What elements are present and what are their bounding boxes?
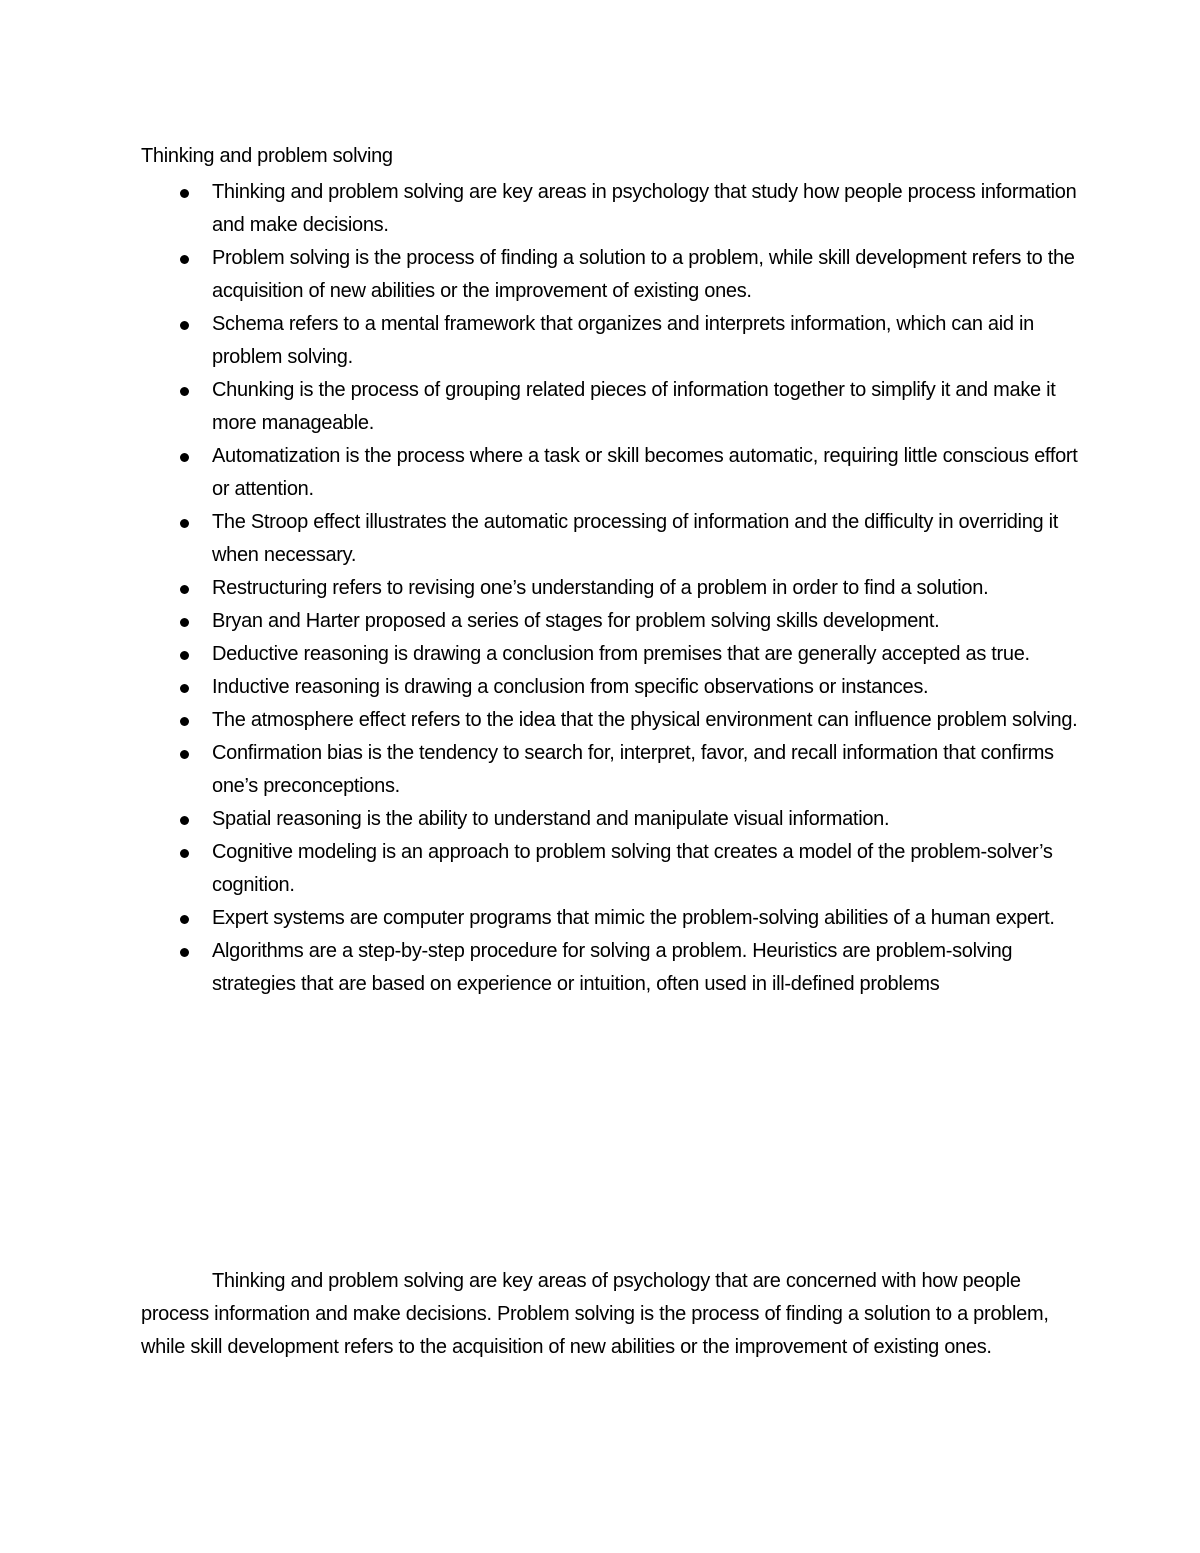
bullet-text: Problem solving is the process of finding a solution to a problem, while skill development refers to the acquisition of new abilities or the improvement of existing ones. [212,247,1075,302]
bullet-text: Expert systems are computer programs that mimic the problem-solving abilities of a human expert. [212,907,1055,929]
bullet-text: The atmosphere effect refers to the idea that the physical environment can influence problem solving. [212,709,1078,731]
bullet-dot-icon [180,255,189,264]
bullet-item [141,572,1081,605]
bullet-text: The Stroop effect illustrates the automatic processing of information and the difficulty in overriding it when necessary. [212,511,1059,566]
bullet-text: Restructuring refers to revising one’s understanding of a problem in order to find a solution. [212,577,989,599]
bullet-text: Spatial reasoning is the ability to understand and manipulate visual information. [212,808,890,830]
bullet-dot-icon [180,684,189,693]
bullet-dot-icon [180,387,189,396]
bullet-item [141,737,1081,803]
bullet-dot-icon [180,717,189,726]
bullet-dot-icon [180,189,189,198]
bullet-text: Bryan and Harter proposed a series of stages for problem solving skills development. [212,610,940,632]
bullet-text: Algorithms are a step-by-step procedure for solving a problem. Heuristics are problem-solving strategies that are based on experience or intuition, often used in ill-defined problems [212,940,1013,995]
bullet-text: Thinking and problem solving are key areas in psychology that study how people process information and make decisions. [212,181,1077,236]
bullet-item [141,176,1081,242]
bullet-dot-icon [180,519,189,528]
bullet-item [141,803,1081,836]
bullet-text: Automatization is the process where a task or skill becomes automatic, requiring little conscious effort or attention. [212,445,1078,500]
bullet-dot-icon [180,618,189,627]
bullet-item [141,374,1081,440]
bullet-dot-icon [180,849,189,858]
bullet-dot-icon [180,651,189,660]
bullet-item [141,605,1081,638]
bullet-item [141,836,1081,902]
bullet-text: Deductive reasoning is drawing a conclusion from premises that are generally accepted as true. [212,643,1030,665]
bullet-dot-icon [180,915,189,924]
bullet-dot-icon [180,816,189,825]
bullet-item [141,242,1081,308]
bullet-text: Confirmation bias is the tendency to search for, interpret, favor, and recall information that confirms one’s preconceptions. [212,742,1054,797]
bullet-dot-icon [180,948,189,957]
bullet-item [141,902,1081,935]
document-title: Thinking and problem solving [141,145,393,167]
bullet-item [141,308,1081,374]
bullet-dot-icon [180,750,189,759]
bullet-item [141,506,1081,572]
body-paragraph: Thinking and problem solving are key areas of psychology that are concerned with how people process information and make decisions. Problem solving is the process of finding a solution to a problem, while skill development refers to the acquisition of new abilities or the improvement of existing ones. [141,1270,1049,1358]
bullet-text: Schema refers to a mental framework that organizes and interprets information, which can aid in problem solving. [212,313,1034,368]
bullet-dot-icon [180,453,189,462]
bullet-text: Inductive reasoning is drawing a conclusion from specific observations or instances. [212,676,929,698]
bullet-item [141,638,1081,671]
bullet-item [141,671,1081,704]
bullet-item [141,704,1081,737]
bullet-text: Cognitive modeling is an approach to problem solving that creates a model of the problem-solver’s cognition. [212,841,1053,896]
bullet-list [141,176,1081,1001]
bullet-item [141,935,1081,1001]
bullet-dot-icon [180,585,189,594]
bullet-item [141,440,1081,506]
bullet-dot-icon [180,321,189,330]
bullet-text: Chunking is the process of grouping related pieces of information together to simplify it and make it more manageable. [212,379,1056,434]
